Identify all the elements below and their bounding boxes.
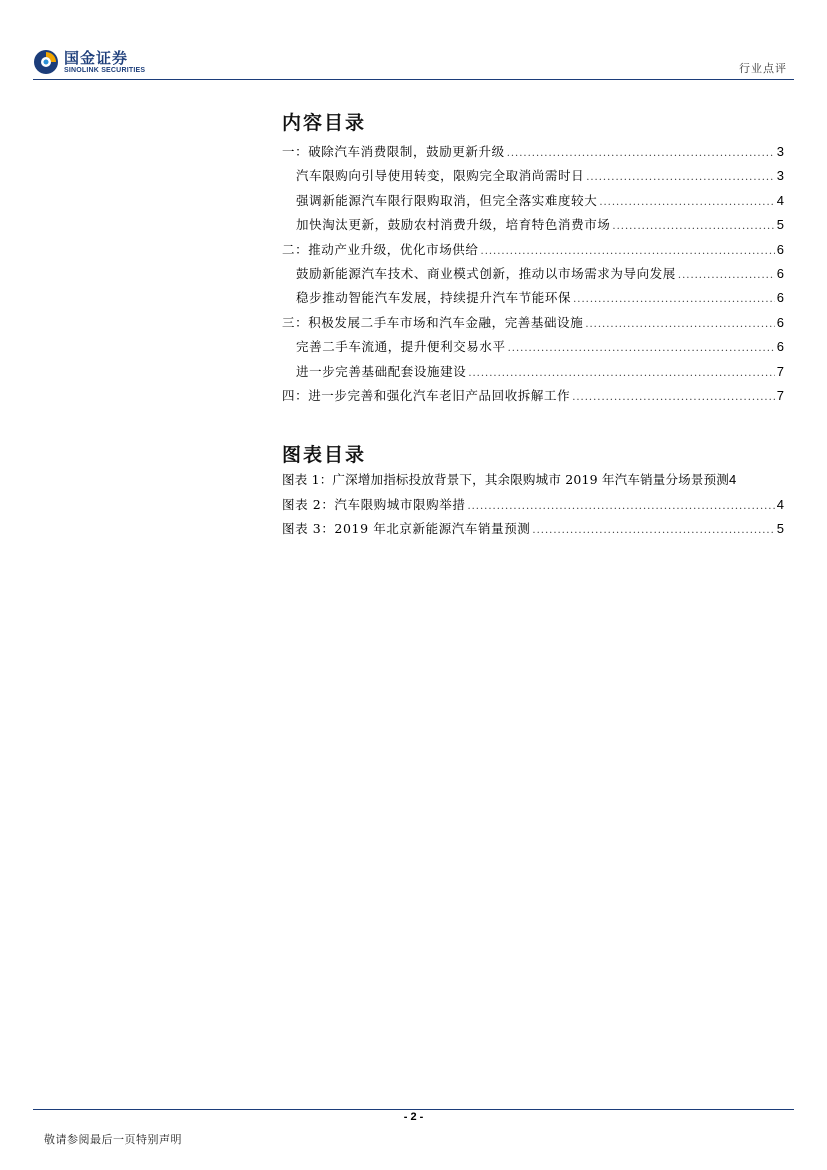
toc-leader-dots: [532, 525, 774, 536]
toc-leader-dots: [481, 246, 775, 257]
toc-entry-text: 一：破除汽车消费限制，鼓励更新升级: [282, 144, 505, 159]
toc-entry-text: 进一步完善基础配套设施建设: [296, 363, 467, 379]
toc-page-number: 6: [776, 339, 784, 355]
toc-page-number: 7: [776, 387, 784, 403]
toc-entry[interactable]: [282, 142, 784, 166]
toc-page-number: 6: [776, 265, 784, 281]
footer-divider: [33, 1109, 794, 1110]
toc-leader-dots: [586, 172, 775, 183]
logo-mark-icon: [33, 49, 59, 75]
toc-page-number: 5: [776, 217, 784, 233]
toc-entry-text: 二：推动产业升级，优化市场供给: [282, 241, 479, 257]
figure-entry-text: 图表 3：2019 年北京新能源汽车销量预测: [282, 521, 531, 536]
toc-entry-text: 强调新能源汽车限行限购取消，但完全落实难度较大: [296, 192, 598, 208]
toc-entry[interactable]: [282, 191, 784, 215]
toc-page-number: 3: [776, 168, 784, 184]
toc-entry[interactable]: [282, 337, 784, 361]
toc-page-number: 6: [776, 314, 784, 330]
toc-leader-dots: [467, 501, 774, 512]
logo-english-text: SINOLINK SECURITIES: [64, 66, 146, 74]
logo-chinese-text: 国金证券: [64, 48, 129, 67]
company-logo: [33, 48, 145, 76]
toc-page-number: 6: [776, 241, 784, 257]
figure-entry[interactable]: [282, 519, 784, 544]
figure-page-number: 5: [776, 521, 784, 536]
figure-entry[interactable]: [282, 470, 784, 495]
figure-entry[interactable]: [282, 495, 784, 520]
toc-leader-dots: [572, 392, 775, 403]
figures-title: 图表目录: [282, 444, 367, 466]
toc-leader-dots: [573, 294, 775, 305]
toc-leader-dots: [585, 319, 774, 330]
toc-entry[interactable]: [282, 313, 784, 337]
toc-page-number: 6: [776, 290, 784, 306]
toc-entry[interactable]: [282, 215, 784, 239]
page-header: [0, 0, 827, 80]
toc-entry-text: 鼓励新能源汽车技术、商业模式创新，推动以市场需求为导向发展: [296, 265, 676, 281]
toc-entry-text: 四：进一步完善和强化汽车老旧产品回收拆解工作: [282, 387, 571, 403]
toc-page-number: 4: [776, 192, 784, 208]
toc-leader-dots: [507, 148, 775, 159]
figure-page-number: 4: [776, 496, 784, 512]
header-divider: [33, 79, 794, 80]
figures-list: [282, 470, 784, 544]
toc-entry[interactable]: [282, 386, 784, 410]
page-number: - 2 -: [403, 1111, 424, 1123]
figure-page-number: 4: [729, 472, 737, 487]
toc-entry[interactable]: [282, 240, 784, 264]
contents-title: 内容目录: [282, 112, 367, 134]
toc-entry-text: 汽车限购向引导使用转变，限购完全取消尚需时日: [296, 168, 585, 184]
toc-entry[interactable]: [282, 264, 784, 288]
toc-leader-dots: [468, 368, 774, 379]
toc-entry-text: 稳步推动智能汽车发展，持续提升汽车节能环保: [296, 290, 572, 306]
toc-leader-dots: [612, 221, 774, 232]
toc-entry[interactable]: [282, 166, 784, 190]
contents-list: [282, 142, 784, 410]
figure-entry-text: 图表 2：汽车限购城市限购举措: [282, 496, 466, 512]
toc-leader-dots: [599, 197, 774, 208]
disclaimer-text: 敬请参阅最后一页特别声明: [44, 1133, 182, 1146]
figure-entry-text: 图表 1：广深增加指标投放背景下，其余限购城市 2019 年汽车销量分场景预测: [282, 472, 729, 487]
toc-leader-dots: [508, 343, 775, 354]
toc-entry-text: 加快淘汰更新，鼓励农村消费升级，培育特色消费市场: [296, 217, 611, 233]
toc-page-number: 3: [776, 144, 784, 159]
toc-page-number: 7: [776, 363, 784, 379]
toc-entry-text: 三：积极发展二手车市场和汽车金融，完善基础设施: [282, 314, 584, 330]
toc-entry[interactable]: [282, 362, 784, 386]
toc-entry-text: 完善二手车流通，提升便利交易水平: [296, 339, 506, 355]
report-type-label: 行业点评: [739, 62, 787, 75]
toc-entry[interactable]: [282, 288, 784, 312]
toc-leader-dots: [678, 270, 775, 281]
